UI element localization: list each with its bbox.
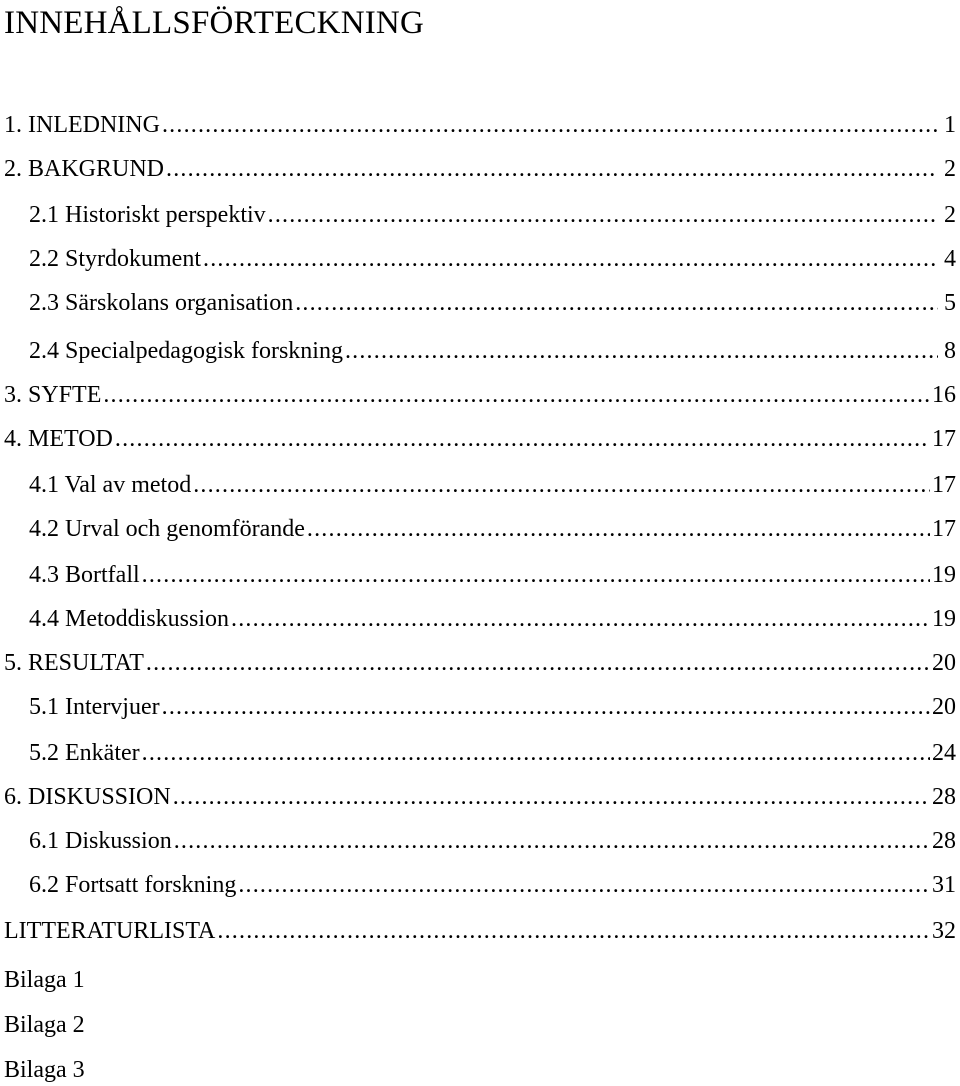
toc-leader	[103, 380, 930, 410]
toc-entry-page: 2	[944, 202, 956, 228]
toc-leader	[193, 470, 930, 500]
toc-title: INNEHÅLLSFÖRTECKNING	[4, 5, 424, 41]
toc-entry-historiskt-perspektiv[interactable]	[0, 186, 960, 230]
toc-entry-label: 2.2 Styrdokument	[29, 246, 201, 272]
toc-entry-resultat[interactable]	[0, 634, 960, 678]
toc-leader	[217, 916, 930, 946]
toc-entry-page: 5	[944, 290, 956, 316]
toc-entry-page: 28	[932, 784, 956, 810]
toc-entry-page: 8	[944, 338, 956, 364]
toc-entry-page: 28	[932, 828, 956, 854]
toc-entry-intervjuer[interactable]	[0, 678, 960, 722]
toc-entry-label: 6. DISKUSSION	[4, 784, 171, 810]
toc-entry-sarskolans-organisation[interactable]	[0, 274, 960, 318]
toc-entry-diskussion[interactable]	[0, 768, 960, 812]
toc-entry-label: 4.3 Bortfall	[29, 562, 140, 588]
toc-entry-inledning[interactable]	[0, 96, 960, 140]
toc-entry-label: 2. BAKGRUND	[4, 156, 165, 182]
toc-entry-label: 4.4 Metoddiskussion	[29, 606, 230, 632]
toc-entry-metod[interactable]	[0, 410, 960, 454]
toc-leader	[231, 604, 930, 634]
toc-entry-page: 2	[944, 156, 956, 182]
toc-entry-styrdokument[interactable]	[0, 230, 960, 274]
toc-entry-label: 5.1 Intervjuer	[29, 694, 160, 720]
toc-entry-bortfall[interactable]	[0, 546, 960, 590]
toc-entry-label: LITTERATURLISTA	[4, 918, 216, 944]
toc-entry-label: 3. SYFTE	[4, 382, 102, 408]
toc-leader	[238, 870, 930, 900]
toc-leader	[174, 826, 930, 856]
toc-entry-page: 16	[932, 382, 956, 408]
toc-entry-specialpedagogisk-forskning[interactable]	[0, 322, 960, 366]
appendix-3: Bilaga 3	[4, 1057, 85, 1083]
appendix-1: Bilaga 1	[4, 967, 85, 993]
appendix-2: Bilaga 2	[4, 1012, 85, 1038]
toc-entry-label: 2.4 Specialpedagogisk forskning	[29, 338, 343, 364]
toc-entry-urval-och-genomforande[interactable]	[0, 500, 960, 544]
toc-entry-page: 1	[944, 112, 956, 138]
toc-entry-diskussion-sub[interactable]	[0, 812, 960, 856]
toc-entry-page: 17	[932, 426, 956, 452]
toc-leader	[142, 560, 930, 590]
toc-leader	[203, 244, 938, 274]
toc-entry-label: 1. INLEDNING	[4, 112, 160, 138]
toc-entry-label: 6.2 Fortsatt forskning	[29, 872, 237, 898]
toc-entry-syfte[interactable]	[0, 366, 960, 410]
toc-entry-litteraturlista[interactable]	[0, 902, 960, 946]
toc-entry-label: 2.1 Historiskt perspektiv	[29, 202, 266, 228]
toc-entry-page: 20	[932, 694, 956, 720]
toc-entry-fortsatt-forskning[interactable]	[0, 856, 960, 900]
toc-entry-label: 5. RESULTAT	[4, 650, 144, 676]
toc-entry-page: 24	[932, 740, 956, 766]
toc-entry-page: 20	[932, 650, 956, 676]
toc-leader	[115, 424, 930, 454]
toc-entry-label: 4.1 Val av metod	[29, 472, 192, 498]
toc-leader	[166, 154, 938, 184]
toc-entry-page: 32	[932, 918, 956, 944]
toc-entry-page: 31	[932, 872, 956, 898]
toc-entry-metoddiskussion[interactable]	[0, 590, 960, 634]
toc-entry-page: 17	[932, 516, 956, 542]
toc-leader	[162, 110, 938, 140]
toc-entry-page: 19	[932, 606, 956, 632]
toc-entry-page: 17	[932, 472, 956, 498]
toc-entry-page: 19	[932, 562, 956, 588]
toc-entry-bakgrund[interactable]	[0, 140, 960, 184]
toc-leader	[173, 782, 930, 812]
toc-entry-label: 4.2 Urval och genomförande	[29, 516, 305, 542]
toc-leader	[162, 692, 930, 722]
toc-entry-label: 2.3 Särskolans organisation	[29, 290, 294, 316]
toc-leader	[307, 514, 930, 544]
toc-entry-page: 4	[944, 246, 956, 272]
toc-leader	[268, 200, 938, 230]
toc-entry-val-av-metod[interactable]	[0, 456, 960, 500]
toc-entry-enkater[interactable]	[0, 724, 960, 768]
toc-leader	[345, 336, 938, 366]
toc-leader	[142, 738, 930, 768]
toc-entry-label: 4. METOD	[4, 426, 113, 452]
toc-leader	[295, 288, 938, 318]
toc-entry-label: 5.2 Enkäter	[29, 740, 140, 766]
toc-entry-label: 6.1 Diskussion	[29, 828, 172, 854]
toc-leader	[146, 648, 930, 678]
